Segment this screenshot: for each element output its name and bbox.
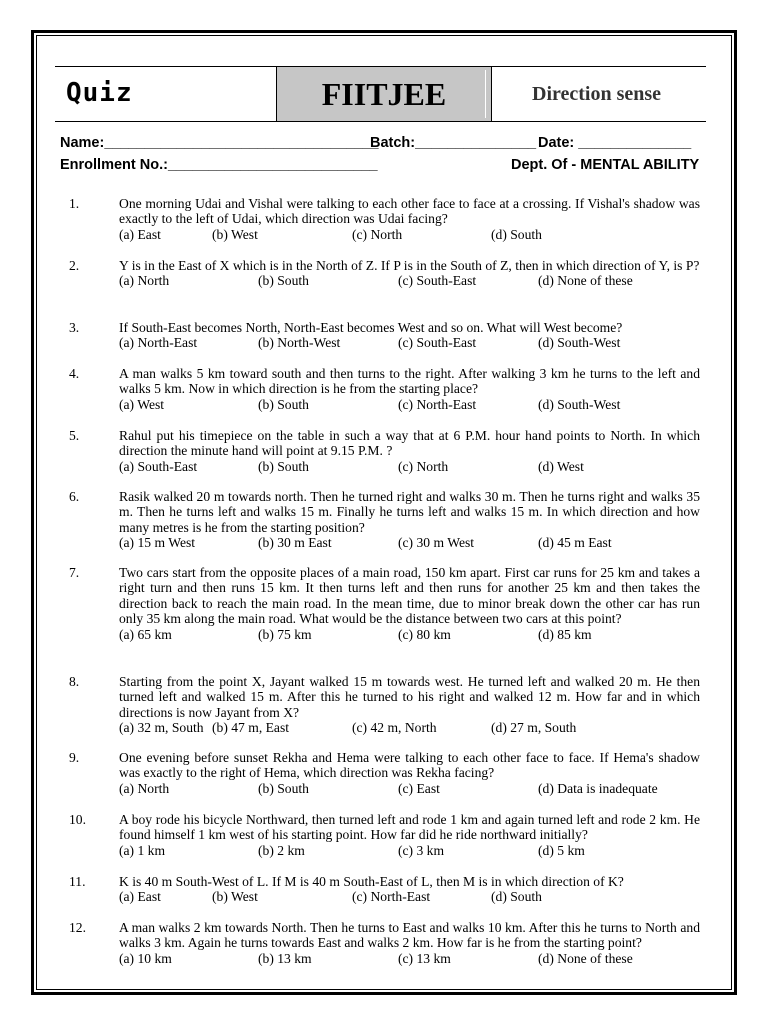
option-c: (c) 42 m, North: [352, 720, 437, 736]
question-options: [119, 397, 700, 412]
question-body: [119, 196, 700, 242]
option-a: (a) West: [119, 396, 165, 412]
option-d: (d) South-West: [538, 335, 621, 351]
question-text: Rasik walked 20 m towards north. Then he turned right and walks 30 m. Then he turns right and walks 35 m. Then he turns left and walks 15 m. Finally he turns left and walks 15 m. In which direction and how many metres is he from the starting position?: [119, 489, 700, 535]
question-number: 10.: [69, 812, 86, 827]
question-body: [119, 565, 700, 642]
question-text: If South-East becomes North, North-East becomes West and so on. What will West become?: [119, 320, 623, 335]
question-options: [119, 889, 700, 904]
name-label: Name:__________________________________: [60, 135, 379, 151]
date-label: Date: ______________: [538, 135, 692, 151]
option-a: (a) East: [119, 226, 161, 242]
question-text: Starting from the point X, Jayant walked 15 m towards west. He turned left and walked 20 m. He then turned left and walked 15 m. After this he turned to his right and walked 12 m. How far and in which directions is now Jayant from X?: [119, 674, 700, 720]
option-b: (b) South: [258, 458, 309, 474]
option-d: (d) None of these: [538, 273, 633, 289]
question-body: [119, 674, 700, 735]
question-number: 2.: [69, 258, 80, 273]
option-c: (c) 13 km: [398, 950, 451, 966]
option-d: (d) South: [491, 889, 542, 905]
option-b: (b) South: [258, 273, 309, 289]
question-options: [119, 781, 700, 796]
question-options: [119, 227, 700, 242]
question-text: A man walks 2 km towards North. Then he turns to East and walks 10 km. After this he turns to North and walks 3 km. Again he turns towards East and walks 2 km. How far is he from the starting point?: [119, 920, 700, 951]
institute-title: FIITJEE: [276, 67, 492, 121]
question-options: [119, 273, 700, 288]
question-number: 11.: [69, 874, 86, 889]
question-options: [119, 951, 700, 966]
question-text: Rahul put his timepiece on the table in such a way that at 6 P.M. hour hand points to North. In which direction the minute hand will point at 9.15 P.M. ?: [119, 428, 700, 459]
question-text: A man walks 5 km toward south and then turns to the right. After walking 3 km he turns to the left and walks 5 km. Now in which direction is he from the starting place?: [119, 366, 700, 397]
question-body: [119, 920, 700, 966]
option-d: (d) South-West: [538, 396, 621, 412]
option-b: (b) 13 km: [258, 950, 312, 966]
option-b: (b) West: [212, 226, 258, 242]
question-text: K is 40 m South-West of L. If M is 40 m South-East of L, then M is in which direction of K?: [119, 874, 624, 889]
option-d: (d) South: [491, 226, 542, 242]
question-options: [119, 335, 700, 350]
option-a: (a) North-East: [119, 335, 198, 351]
option-a: (a) North: [119, 273, 170, 289]
option-d: (d) 27 m, South: [491, 720, 577, 736]
option-d: (d) 85 km: [538, 626, 592, 642]
option-c: (c) 80 km: [398, 626, 451, 642]
option-c: (c) South-East: [398, 335, 477, 351]
option-b: (b) 30 m East: [258, 535, 332, 551]
option-b: (b) North-West: [258, 335, 341, 351]
option-a: (a) East: [119, 889, 161, 905]
option-a: (a) South-East: [119, 458, 198, 474]
option-a: (a) 10 km: [119, 950, 172, 966]
option-a: (a) 32 m, South: [119, 720, 204, 736]
question-options: [119, 843, 700, 858]
batch-label: Batch:_______________: [370, 135, 537, 151]
question-text: One evening before sunset Rekha and Hema were talking to each other face to face. If Hema's shadow was exactly to the right of Hema, which direction was Rekha facing?: [119, 750, 700, 781]
option-b: (b) 2 km: [258, 842, 305, 858]
option-a: (a) 15 m West: [119, 535, 196, 551]
question-number: 1.: [69, 196, 80, 211]
question-number: 6.: [69, 489, 80, 504]
option-a: (a) 1 km: [119, 842, 166, 858]
question-options: [119, 459, 700, 474]
topic-title: Direction sense: [532, 83, 662, 105]
option-c: (c) North: [352, 226, 403, 242]
question-body: [119, 428, 700, 474]
question-number: 3.: [69, 320, 80, 335]
question-body: [119, 750, 700, 796]
question-body: [119, 489, 700, 550]
option-a: (a) 65 km: [119, 626, 172, 642]
question-body: [119, 874, 700, 904]
option-b: (b) South: [258, 780, 309, 796]
option-c: (c) North-East: [398, 396, 477, 412]
option-d: (d) None of these: [538, 950, 633, 966]
department-label: Dept. Of - MENTAL ABILITY: [511, 157, 700, 173]
option-c: (c) 3 km: [398, 842, 445, 858]
option-d: (d) Data is inadequate: [538, 780, 658, 796]
quiz-header: [55, 66, 706, 122]
question-text: Two cars start from the opposite places of a main road, 150 km apart. First car runs for 25 km and takes a right turn and then runs 15 km. It then turns left and then runs for another 25 km and then takes the direction back to reach the main road. In the mean time, due to minor break down the other car has run only 35 km along the main road. What would be the distance between two cars at this point?: [119, 565, 700, 627]
question-body: [119, 812, 700, 858]
option-d: (d) 45 m East: [538, 535, 612, 551]
option-b: (b) West: [212, 889, 258, 905]
option-c: (c) 30 m West: [398, 535, 475, 551]
question-text: Y is in the East of X which is in the North of Z. If P is in the South of Z, then in which direction of Y, is P?: [119, 258, 700, 273]
question-number: 5.: [69, 428, 80, 443]
question-number: 7.: [69, 565, 80, 580]
option-a: (a) North: [119, 780, 170, 796]
question-body: [119, 320, 700, 350]
question-options: [119, 535, 700, 550]
question-number: 9.: [69, 750, 80, 765]
question-options: [119, 720, 700, 735]
question-text: A boy rode his bicycle Northward, then turned left and rode 1 km and again turned left and rode 2 km. He found himself 1 km west of his starting point. How far did he ride northward initially?: [119, 812, 700, 843]
option-b: (b) 75 km: [258, 626, 312, 642]
question-body: [119, 258, 700, 288]
question-body: [119, 366, 700, 412]
question-number: 4.: [69, 366, 80, 381]
quiz-label: Quiz: [66, 78, 133, 108]
option-b: (b) South: [258, 396, 309, 412]
option-c: (c) South-East: [398, 273, 477, 289]
option-b: (b) 47 m, East: [212, 720, 290, 736]
question-number: 12.: [69, 920, 86, 935]
option-d: (d) 5 km: [538, 842, 585, 858]
question-options: [119, 627, 700, 642]
question-number: 8.: [69, 674, 80, 689]
option-c: (c) North: [398, 458, 449, 474]
option-c: (c) East: [398, 780, 440, 796]
question-text: One morning Udai and Vishal were talking to each other face to face at a crossing. If Vishal's shadow was exactly to the left of Udai, which direction was Udai facing?: [119, 196, 700, 227]
enrollment-label: Enrollment No.:__________________________: [60, 157, 378, 173]
option-c: (c) North-East: [352, 889, 431, 905]
option-d: (d) West: [538, 458, 584, 474]
